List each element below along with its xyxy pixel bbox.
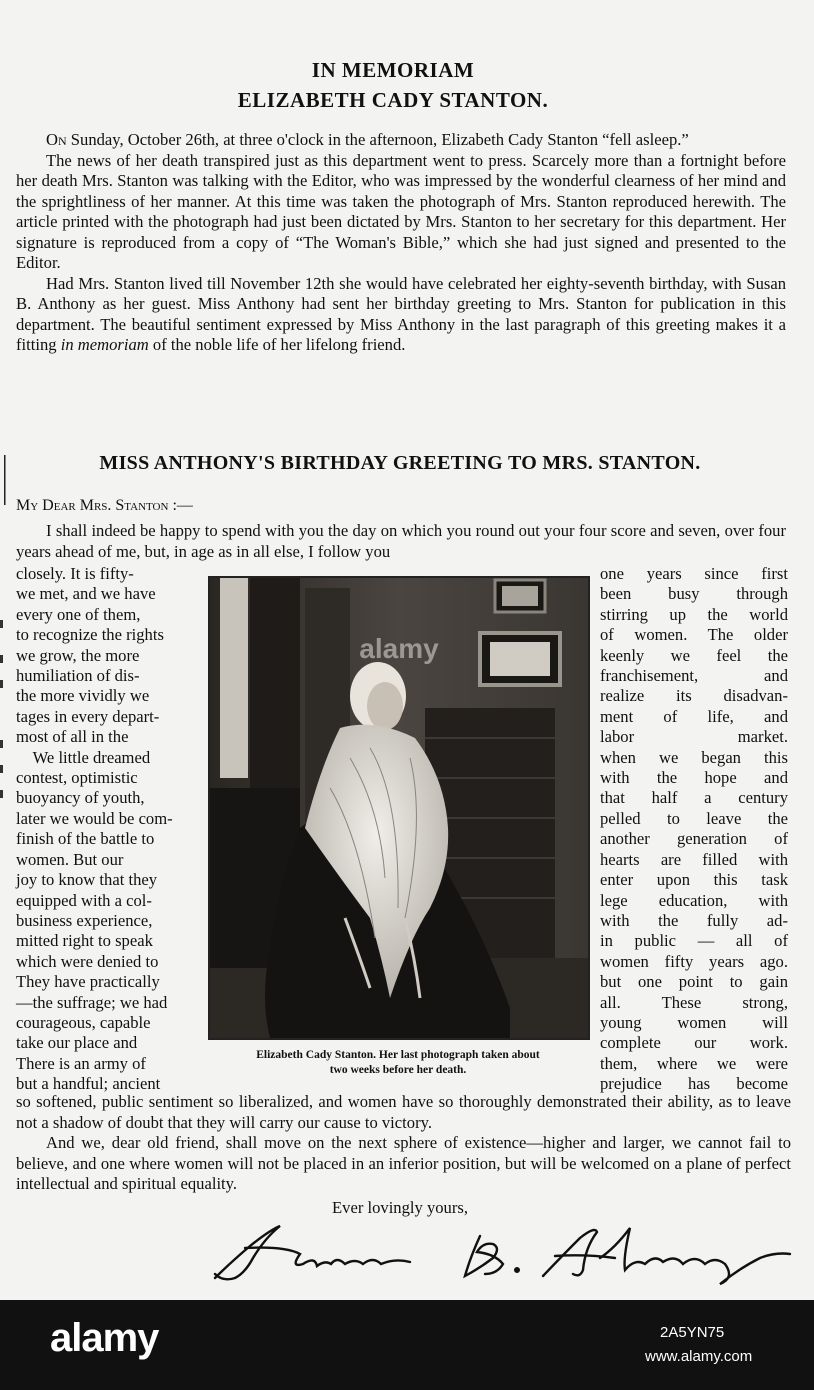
- right-column-line: young women will: [600, 1012, 788, 1032]
- memoriam-paragraph-3: Had Mrs. Stanton lived till November 12th she would have celebrated her eighty-seventh birthday, with Susan B. Anthony as her guest. Miss Anthony had sent her birthday greeting to Mrs. Stanton for publication in this department. The beautiful sentiment expressed by Miss Anthony in the last paragraph of this greeting makes it a fitting in memoriam of the noble life of her lifelong friend.: [16, 273, 786, 354]
- left-column-line: buoyancy of youth,: [16, 788, 145, 808]
- right-column-line: with the fully ad-: [600, 910, 788, 930]
- left-column-line: take our place and: [16, 1033, 138, 1053]
- left-column-line: but a handful; ancient: [16, 1074, 161, 1094]
- left-column-line: —the suffrage; we had: [16, 992, 168, 1012]
- right-column-line: all. These strong,: [600, 992, 788, 1012]
- greeting-intro: I shall indeed be happy to spend with you the day on which you round out your four score and seven, over four years ahead of me, but, in age as in all else, I follow you: [16, 521, 786, 561]
- left-column-line: most of all in the: [16, 727, 129, 747]
- right-column-line: that half a century: [600, 788, 788, 808]
- right-column-line: realize its disadvan-: [600, 686, 788, 706]
- right-column-line: but one point to gain: [600, 972, 788, 992]
- memoriam-paragraph-2: The news of her death transpired just as this department went to press. Scarcely more than a fortnight before her death Mrs. Stanton was talking with the Editor, who was impressed by the wonderful clearness of her mind and the sprightliness of her manner. At this time was taken the photograph of Mrs. Stanton reproduced herewith. The article printed with the photograph had just been dictated by Mrs. Stanton to her secretary for this department. Her signature is reproduced from a copy of “The Woman's Bible,” which she had just signed and presented to the Editor.: [16, 150, 786, 272]
- left-column-line: we met, and we have: [16, 584, 156, 604]
- right-column-line: with the hope and: [600, 768, 788, 788]
- alamy-logo: alamy: [50, 1316, 159, 1360]
- photograph-illustration: [210, 578, 588, 1038]
- left-column-line: closely. It is fifty-: [16, 564, 134, 583]
- right-column-line: lege education, with: [600, 890, 788, 910]
- left-column-line: There is an army of: [16, 1053, 146, 1073]
- right-column-line: franchisement, and: [600, 666, 788, 686]
- left-column-line: every one of them,: [16, 604, 141, 624]
- memoriam-title: IN MEMORIAM: [311, 58, 475, 82]
- greeting-conclusion: so softened, public sentiment so liberalized, and women have so thoroughly demonstrated their ability, as to leave not a shadow of doubt that they will carry our cause to victory. And we, dear old friend, shall move on the next sphere of existence—higher and larger, we cannot fail to believe, and one where women will not be placed in an inferior position, but will be welcomed on a plane of perfect intellectual and spiritual equality.: [16, 1092, 791, 1193]
- right-column-line: complete our work.: [600, 1033, 788, 1053]
- signoff: Ever lovingly yours,: [332, 1198, 468, 1217]
- right-column-line: of women. The older: [600, 625, 788, 645]
- left-column-line: They have practically: [16, 972, 160, 992]
- image-id: 2A5YN75: [660, 1324, 725, 1341]
- right-column-line: when we began this: [600, 747, 788, 767]
- right-column-line: women fifty years ago.: [600, 951, 788, 971]
- salutation: My Dear Mrs. Stanton :—: [16, 497, 193, 514]
- photo-watermark: alamy: [359, 633, 439, 664]
- left-column-line: finish of the battle to: [16, 829, 155, 849]
- right-column-line: pelled to leave the: [600, 808, 788, 828]
- left-column-line: contest, optimistic: [16, 768, 138, 788]
- left-column-line: We little dreamed: [16, 747, 151, 767]
- photo-caption: Elizabeth Cady Stanton. Her last photograph taken about two weeks before her death.: [256, 1049, 540, 1076]
- left-column-line: joy to know that they: [16, 870, 158, 890]
- left-column-line: humiliation of dis-: [16, 666, 140, 686]
- stanton-photograph: [208, 576, 590, 1040]
- right-column-line: them, where we were: [600, 1053, 788, 1073]
- memoriam-article: [16, 130, 786, 356]
- right-column-line: stirring up the world: [600, 604, 788, 624]
- memoriam-paragraph-1: On Sunday, October 26th, at three o'clock in the afternoon, Elizabeth Cady Stanton “fell asleep.”: [46, 130, 689, 149]
- right-column-line: hearts are filled with: [600, 849, 788, 869]
- right-column-line: one years since first: [600, 564, 788, 583]
- left-column-line: mitted right to speak: [16, 931, 153, 951]
- right-column-line: been busy through: [600, 584, 788, 604]
- left-column-line: which were denied to: [16, 951, 159, 971]
- right-column-line: labor market.: [600, 727, 788, 747]
- right-column-line: in public — all of: [600, 931, 788, 951]
- site-url: www.alamy.com: [645, 1348, 753, 1365]
- left-column-line: we grow, the more: [16, 645, 140, 665]
- greeting-right-column: [600, 564, 788, 1095]
- left-column-line: women. But our: [16, 849, 124, 869]
- greeting-left-column: [16, 564, 198, 1095]
- left-column-line: to recognize the rights: [16, 625, 164, 645]
- right-column-line: ment of life, and: [600, 706, 788, 726]
- left-column-line: the more vividly we: [16, 686, 150, 706]
- memoriam-subtitle: ELIZABETH CADY STANTON.: [237, 88, 549, 112]
- right-column-line: prejudice has become: [600, 1074, 788, 1094]
- right-column-line: enter upon this task: [600, 870, 788, 890]
- signature-image: [205, 1218, 795, 1288]
- left-column-line: equipped with a col-: [16, 890, 152, 910]
- page-edge-marks: [0, 440, 10, 840]
- greeting-heading: MISS ANTHONY'S BIRTHDAY GREETING TO MRS. STANTON.: [99, 452, 701, 474]
- left-column-line: courageous, capable: [16, 1012, 151, 1032]
- left-column-line: business experience,: [16, 910, 153, 930]
- left-column-line: tages in every depart-: [16, 706, 160, 726]
- left-column-line: later we would be com-: [16, 808, 173, 828]
- right-column-line: another generation of: [600, 829, 788, 849]
- right-column-line: keenly we feel the: [600, 645, 788, 665]
